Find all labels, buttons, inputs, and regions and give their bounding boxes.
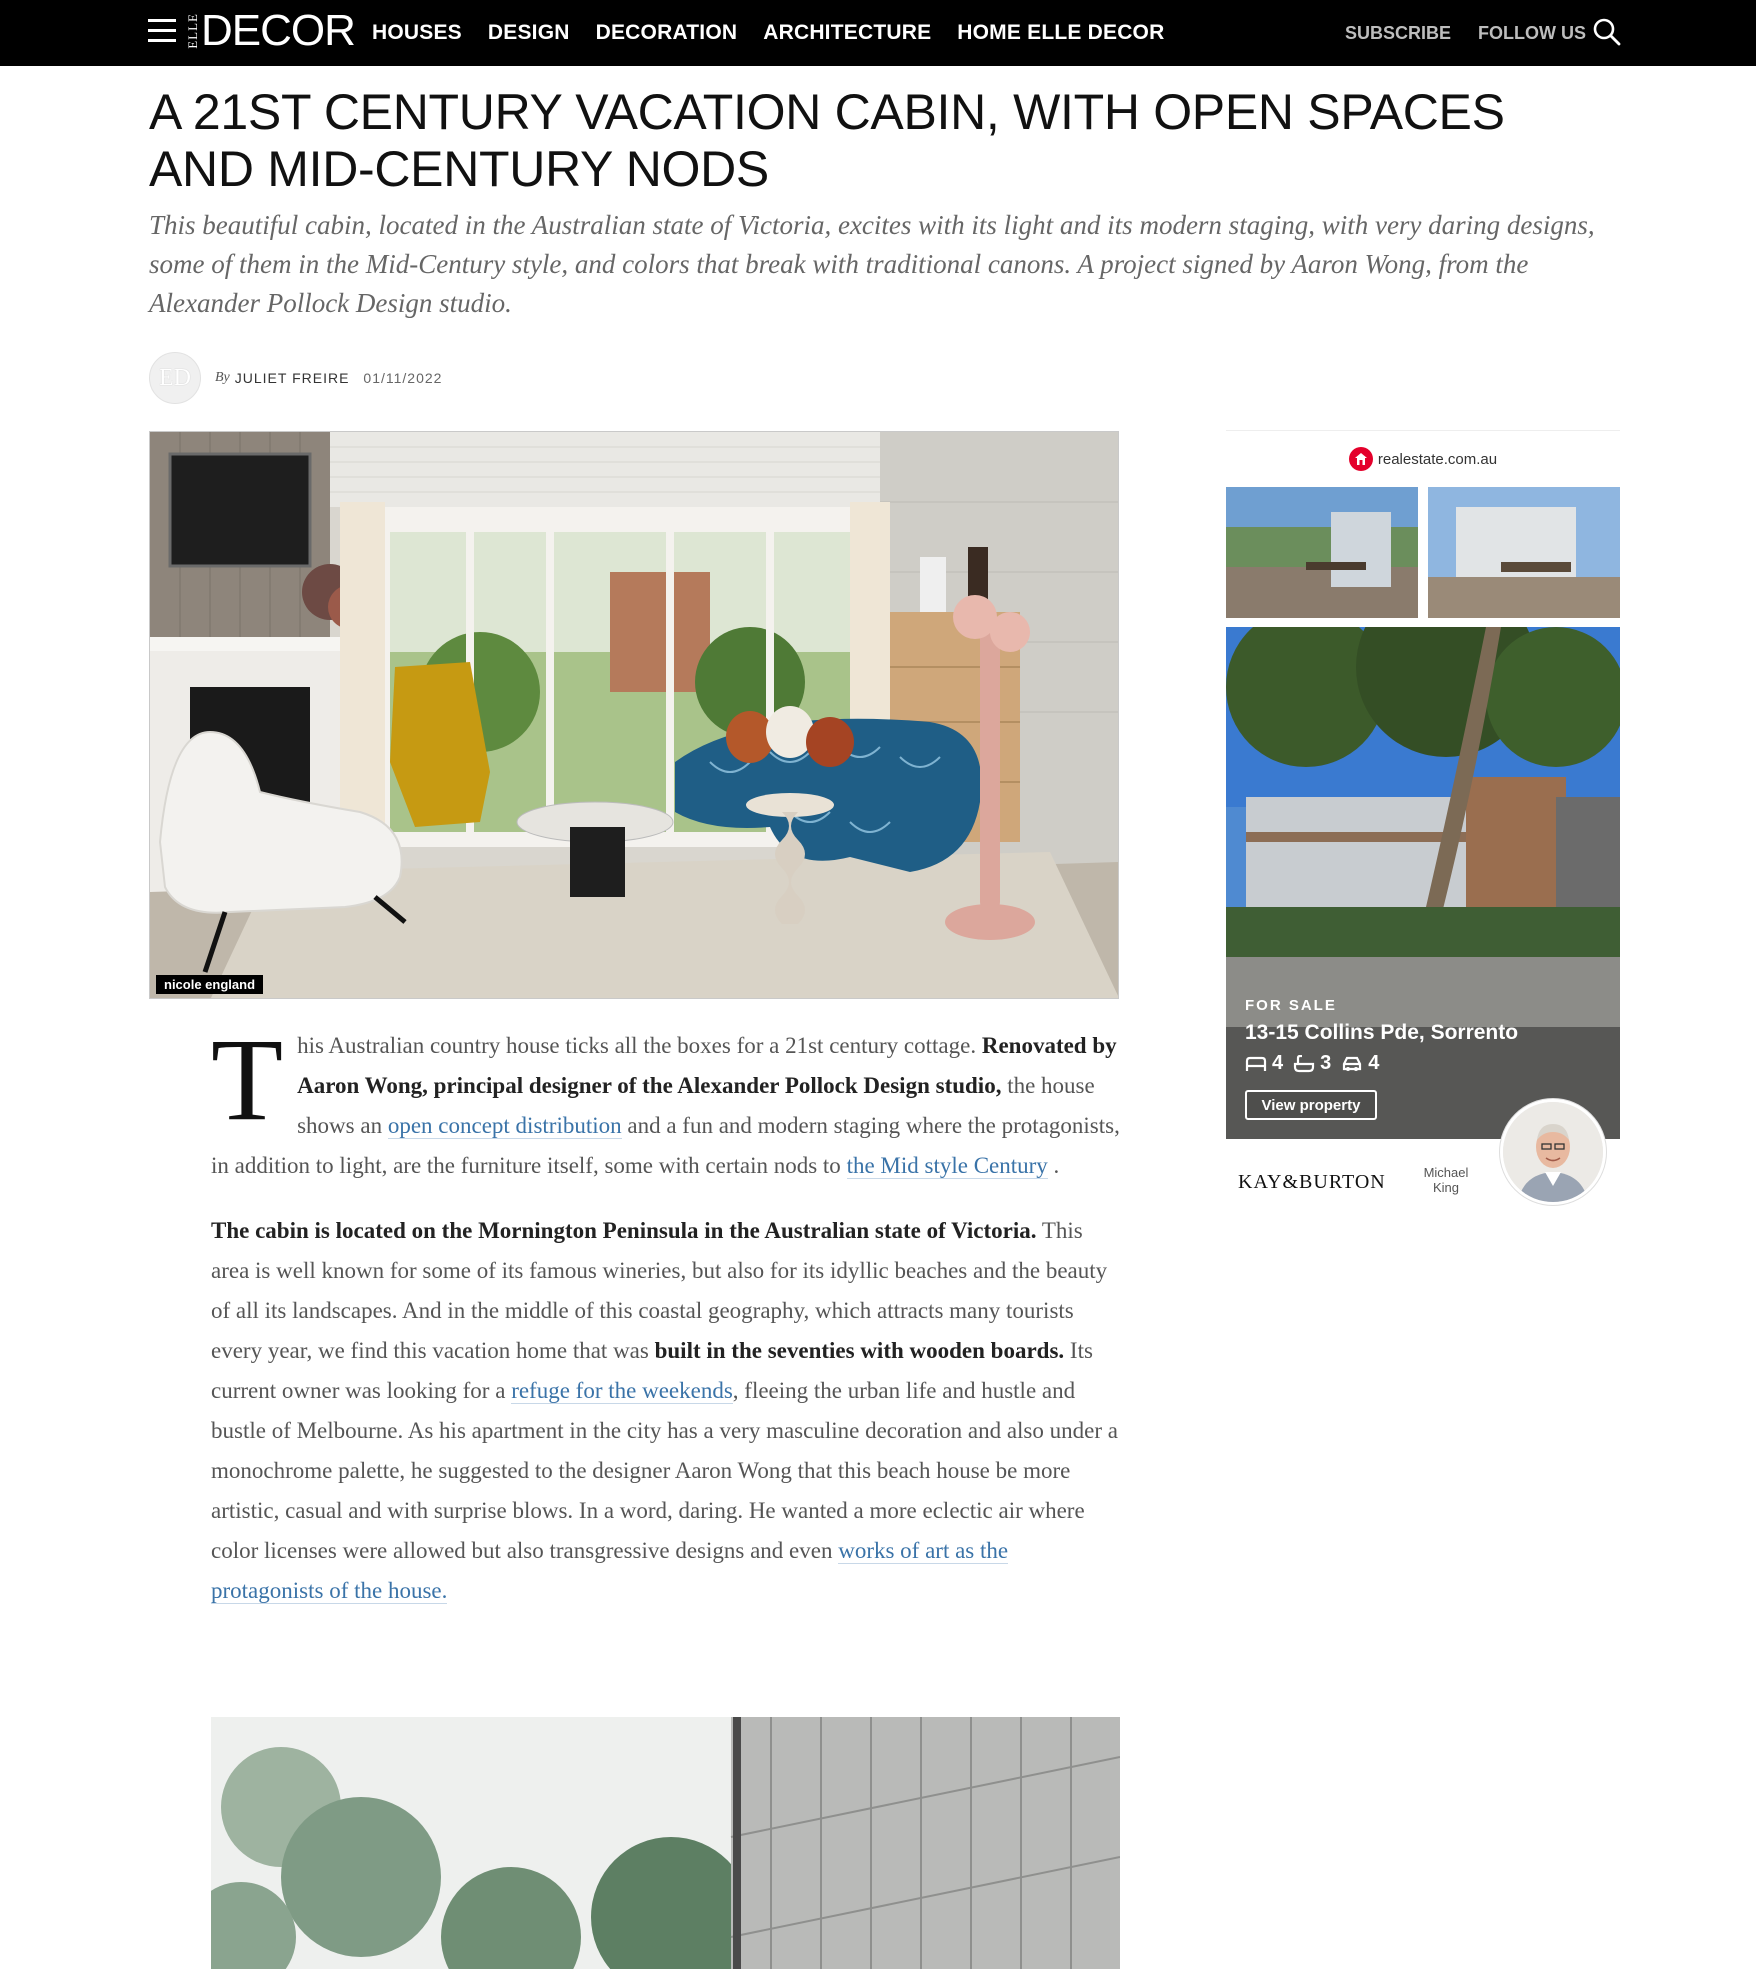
baths-feature [1293, 1052, 1331, 1075]
byline [149, 352, 442, 404]
byline-by: By [215, 370, 230, 385]
article-title: A 21ST CENTURY VACATION CABIN, WITH OPEN SPACES AND MID-CENTURY NODS [149, 84, 1505, 197]
author-name[interactable]: JULIET FREIRE [234, 370, 350, 386]
photo-credit: nicole england [156, 975, 263, 994]
ad-brand[interactable] [1226, 431, 1620, 487]
nav-design[interactable]: DESIGN [487, 21, 570, 44]
agent-name [1416, 1165, 1476, 1195]
beds-count: 4 [1272, 1052, 1284, 1074]
living-room-illustration [150, 432, 1119, 999]
property-address[interactable]: 13-15 Collins Pde, Sorrento [1245, 1021, 1519, 1044]
agency-logo[interactable]: KAY&BURTON [1238, 1171, 1386, 1193]
for-sale-label: FOR SALE [1245, 997, 1337, 1014]
logo-decor: DECOR [201, 6, 355, 55]
ad-brand-name: realestate.com.au [1377, 450, 1498, 468]
beds-feature [1245, 1052, 1283, 1075]
nav-home-elle-decor[interactable]: HOME ELLE DECOR [957, 21, 1165, 44]
second-image [211, 1717, 1120, 1969]
p1-bold-1: Renovated by Aaron Wong, principal designer of the Alexander Pollock Design studio, [297, 1033, 1117, 1098]
bath-icon [1293, 1055, 1315, 1073]
article-subtitle: This beautiful cabin, located in the Australian state of Victoria, excites with its light and its modern staging, with very daring designs, some of them in the Mid-Century style, and colors that break with traditional canons. A project signed by Aaron Wong, from the Alexander Pollock Design studio. [149, 210, 1595, 318]
agent-first-name: Michael [1423, 1165, 1469, 1180]
p2-bold-2: built in the seventies with wooden boards. [654, 1338, 1065, 1363]
car-icon [1341, 1055, 1363, 1073]
p2-bold-1: The cabin is located on the Mornington Peninsula in the Australian state of Victoria. [211, 1218, 1037, 1243]
cars-count: 4 [1368, 1052, 1380, 1074]
link-refuge-weekends[interactable]: refuge for the weekends [511, 1378, 733, 1403]
nav-architecture[interactable]: ARCHITECTURE [763, 21, 932, 44]
drop-cap: T [211, 1014, 284, 1145]
nav-houses[interactable]: HOUSES [372, 21, 462, 44]
logo-elle: ELLE [185, 13, 200, 49]
author-avatar: ED [149, 352, 201, 404]
link-works-of-art[interactable]: works of art as the protagonists of the house. [211, 1538, 1009, 1603]
p2-text-1: This area is well known for some of its famous wineries, but also for its idyllic beaches and the beauty of all its landscapes. And in the middle of this coastal geography, which attracts many tourists every year, we find this vacation home that was [211, 1218, 1108, 1363]
paragraph-2 [211, 1211, 1121, 1611]
p2-text-3: , fleeing the urban life and hustle and bustle of Melbourne. As his apartment in the city has a very masculine decoration and also under a monochrome palette, he suggested to the designer Aaron Wong that this beach house be more artistic, casual and with surprise blows. In a word, daring. He wanted a more eclectic air where color licenses were allowed but also transgressive designs and even [211, 1378, 1118, 1563]
house-icon [1349, 447, 1373, 471]
advertisement[interactable] [1226, 430, 1620, 1218]
link-open-concept[interactable]: open concept distribution [387, 1113, 622, 1138]
top-nav [0, 0, 1756, 66]
agent-last-name: King [1432, 1180, 1460, 1195]
site-logo[interactable] [186, 6, 355, 56]
nav-right [1318, 0, 1586, 66]
subscribe-link[interactable]: SUBSCRIBE [1345, 22, 1452, 43]
paragraph-1 [211, 1014, 1121, 1186]
cars-feature [1341, 1052, 1379, 1075]
menu-icon[interactable] [148, 19, 176, 45]
p1-text-1: his Australian country house ticks all the boxes for a 21st century cottage. [297, 1033, 982, 1058]
p1-text-3: and a fun and modern staging where the protagonists, in addition to light, are the furniture itself, some with certain nods to [211, 1113, 1120, 1178]
property-features [1245, 1052, 1389, 1075]
p1-text-2: the house shows an [297, 1073, 1095, 1138]
exterior-illustration [211, 1717, 1120, 1969]
p2-text-2: Its current owner was looking for a [211, 1338, 1093, 1403]
article-body [211, 1014, 1121, 1636]
baths-count: 3 [1320, 1052, 1332, 1074]
agent-photo[interactable] [1500, 1099, 1606, 1205]
publish-date: 01/11/2022 [363, 370, 443, 386]
main-menu [372, 0, 1190, 66]
ad-thumbnails[interactable] [1226, 487, 1620, 618]
hero-image [149, 431, 1119, 999]
view-property-button[interactable]: View property [1245, 1090, 1377, 1120]
follow-us-link[interactable]: FOLLOW US [1478, 22, 1586, 43]
search-icon[interactable] [1592, 17, 1622, 47]
agent-portrait-illustration [1503, 1102, 1603, 1202]
link-mid-century[interactable]: the Mid style Century [846, 1153, 1048, 1178]
p1-text-4: . [1047, 1153, 1060, 1178]
nav-decoration[interactable]: DECORATION [595, 21, 738, 44]
bed-icon [1245, 1055, 1267, 1073]
